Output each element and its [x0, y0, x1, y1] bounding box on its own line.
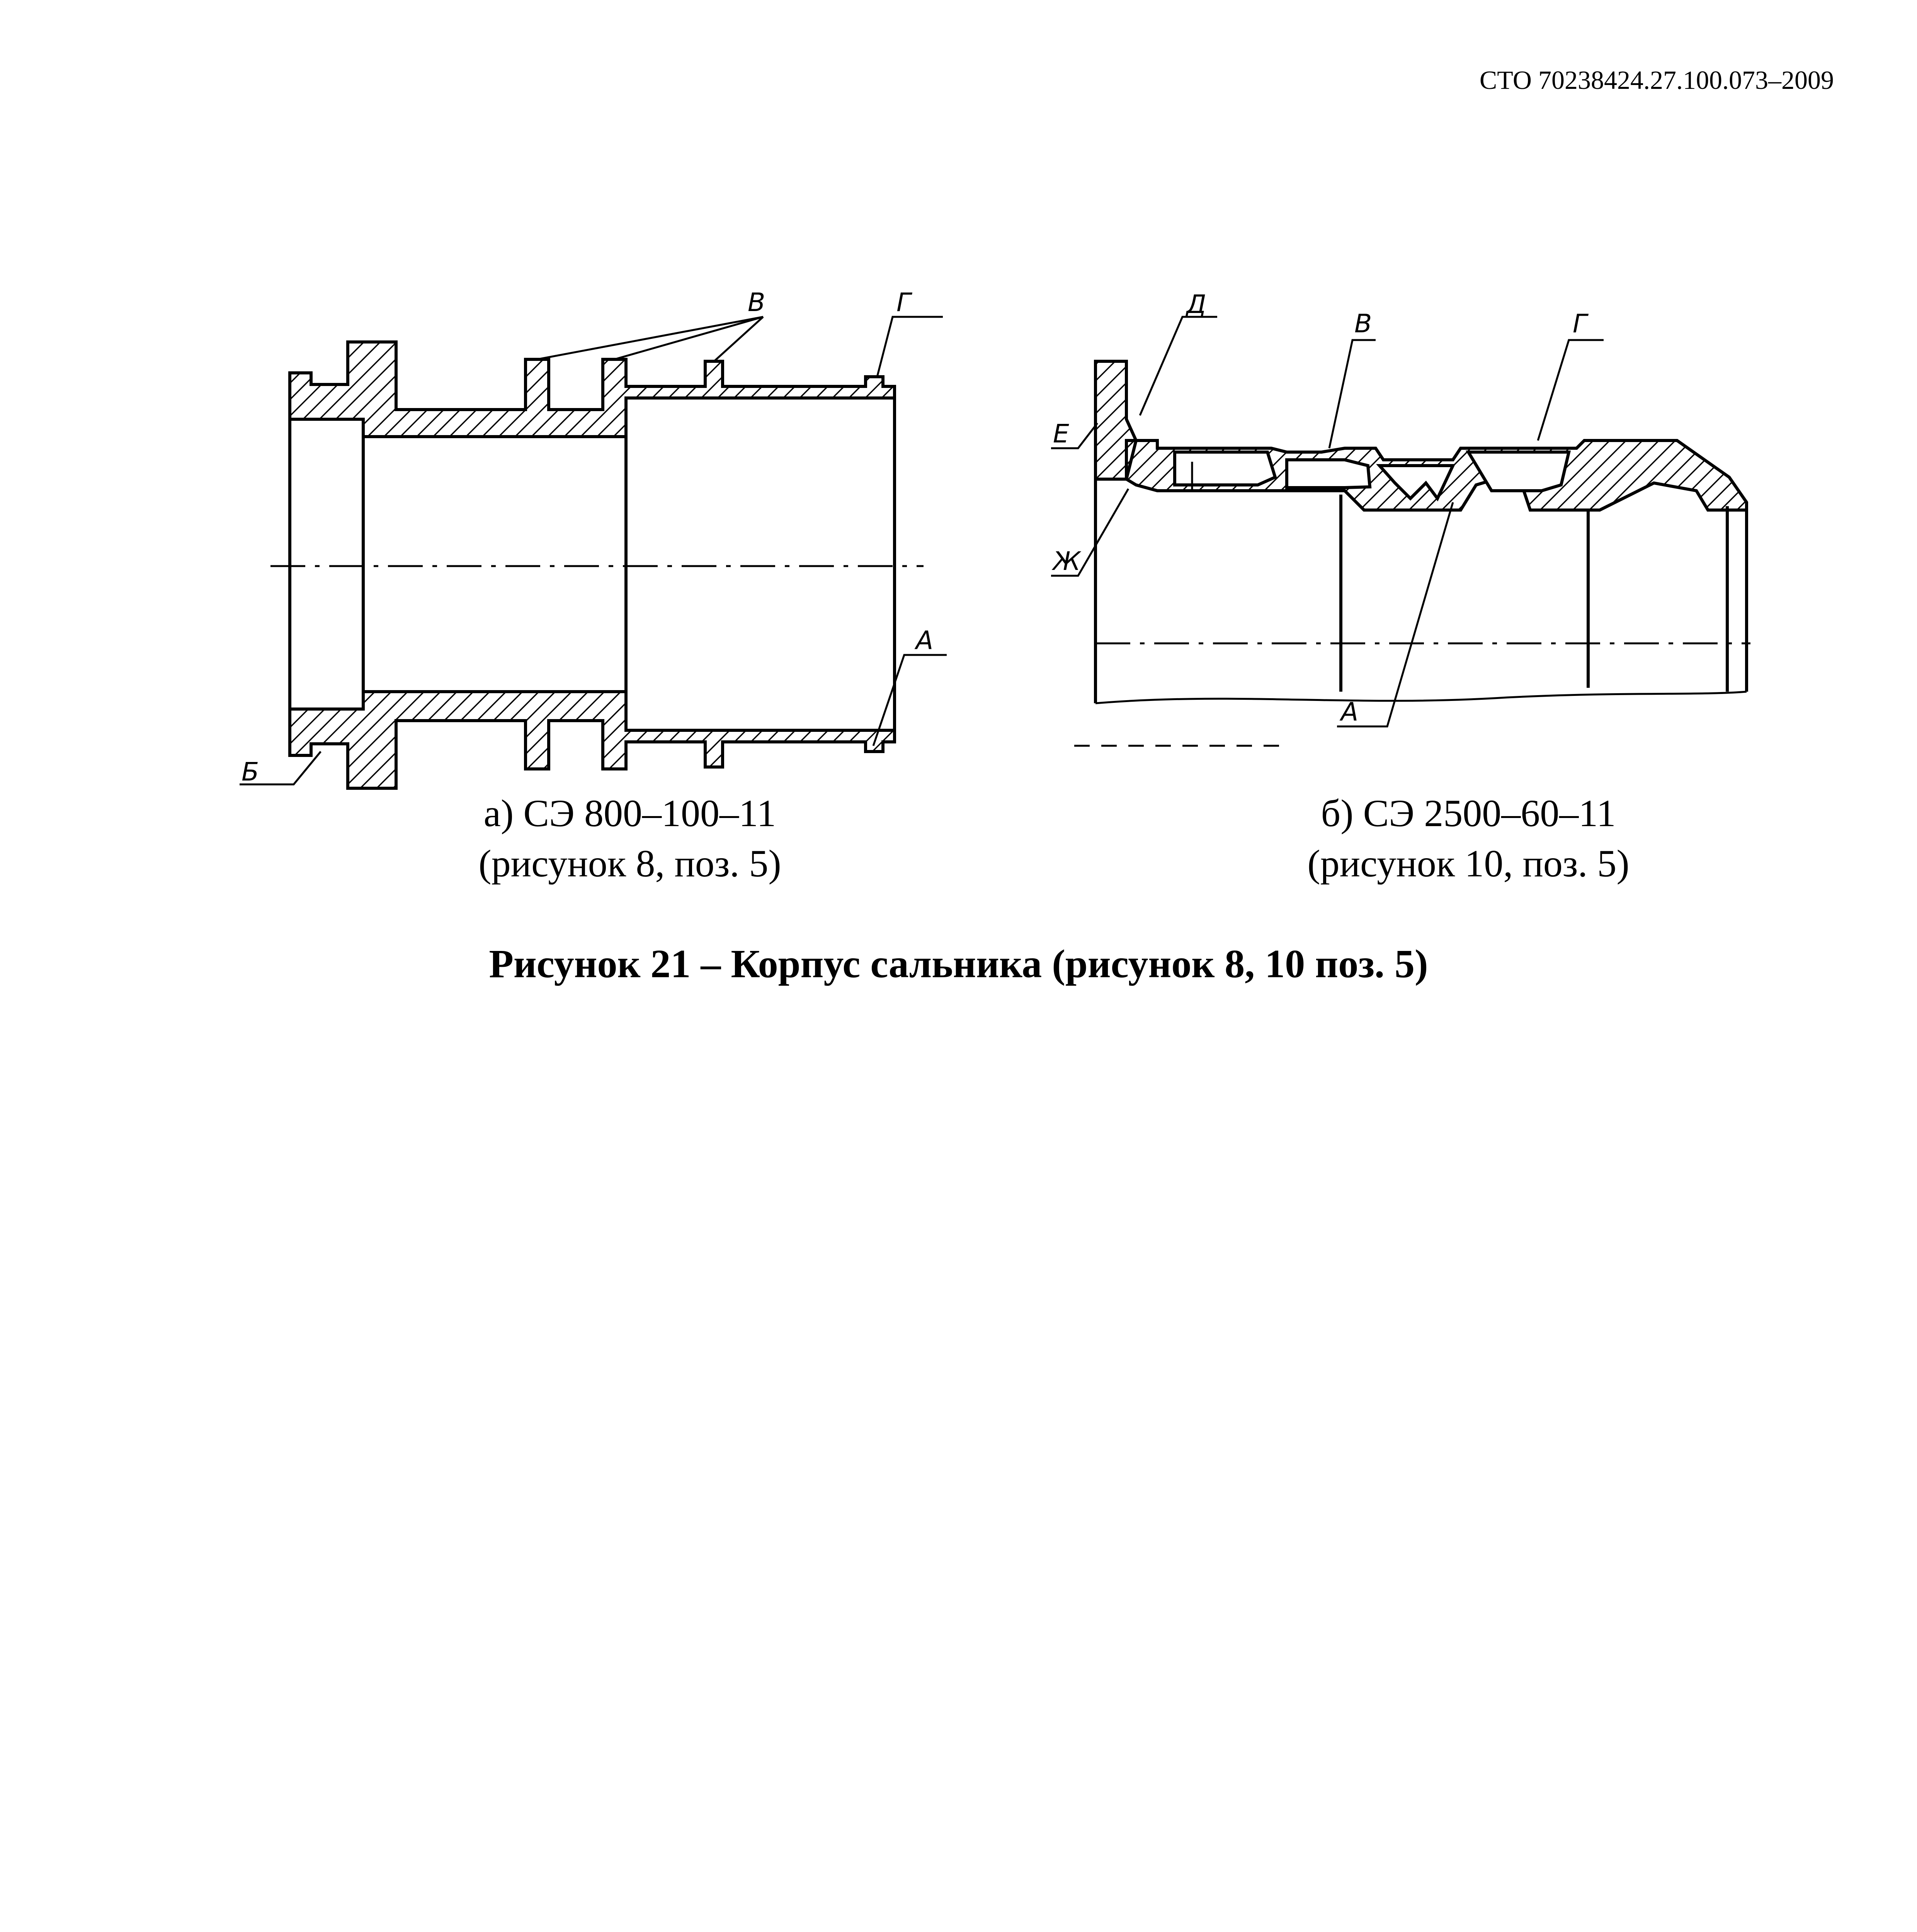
label-g-a: Г [896, 287, 911, 317]
drawing-a-top-wall [290, 342, 895, 437]
drawing-a [240, 317, 947, 788]
caption-b-line1: б) СЭ 2500–60–11 [1321, 792, 1616, 835]
label-g-b: Г [1573, 309, 1587, 338]
caption-b-line2: (рисунок 10, поз. 5) [1307, 842, 1630, 885]
document-code: СТО 70238424.27.100.073–2009 [1479, 65, 1834, 95]
label-d-b: Д [1186, 289, 1206, 319]
drawing-b-groove-2 [1287, 460, 1370, 488]
drawing-a-bottom-wall [290, 692, 895, 788]
caption-a-line2: (рисунок 8, поз. 5) [478, 842, 781, 885]
figure-title: Рисунок 21 – Корпус сальника (рисунок 8, 10 поз. 5) [489, 942, 1428, 986]
label-v-a: В [748, 287, 765, 317]
caption-b [1179, 788, 1758, 889]
drawing-b-groove-4 [1468, 452, 1569, 491]
caption-a-line1: а) СЭ 800–100–11 [483, 792, 776, 835]
caption-a [340, 788, 920, 889]
label-a-a: А [916, 626, 934, 655]
label-b-a: Б [242, 757, 259, 787]
label-v-b: В [1354, 309, 1372, 338]
label-zh-b: Ж [1053, 546, 1081, 576]
drawing-b-groove-1 [1175, 452, 1275, 485]
drawing-b [1051, 317, 1750, 746]
label-a-b: А [1341, 697, 1359, 727]
label-e-b: Е [1053, 419, 1069, 449]
